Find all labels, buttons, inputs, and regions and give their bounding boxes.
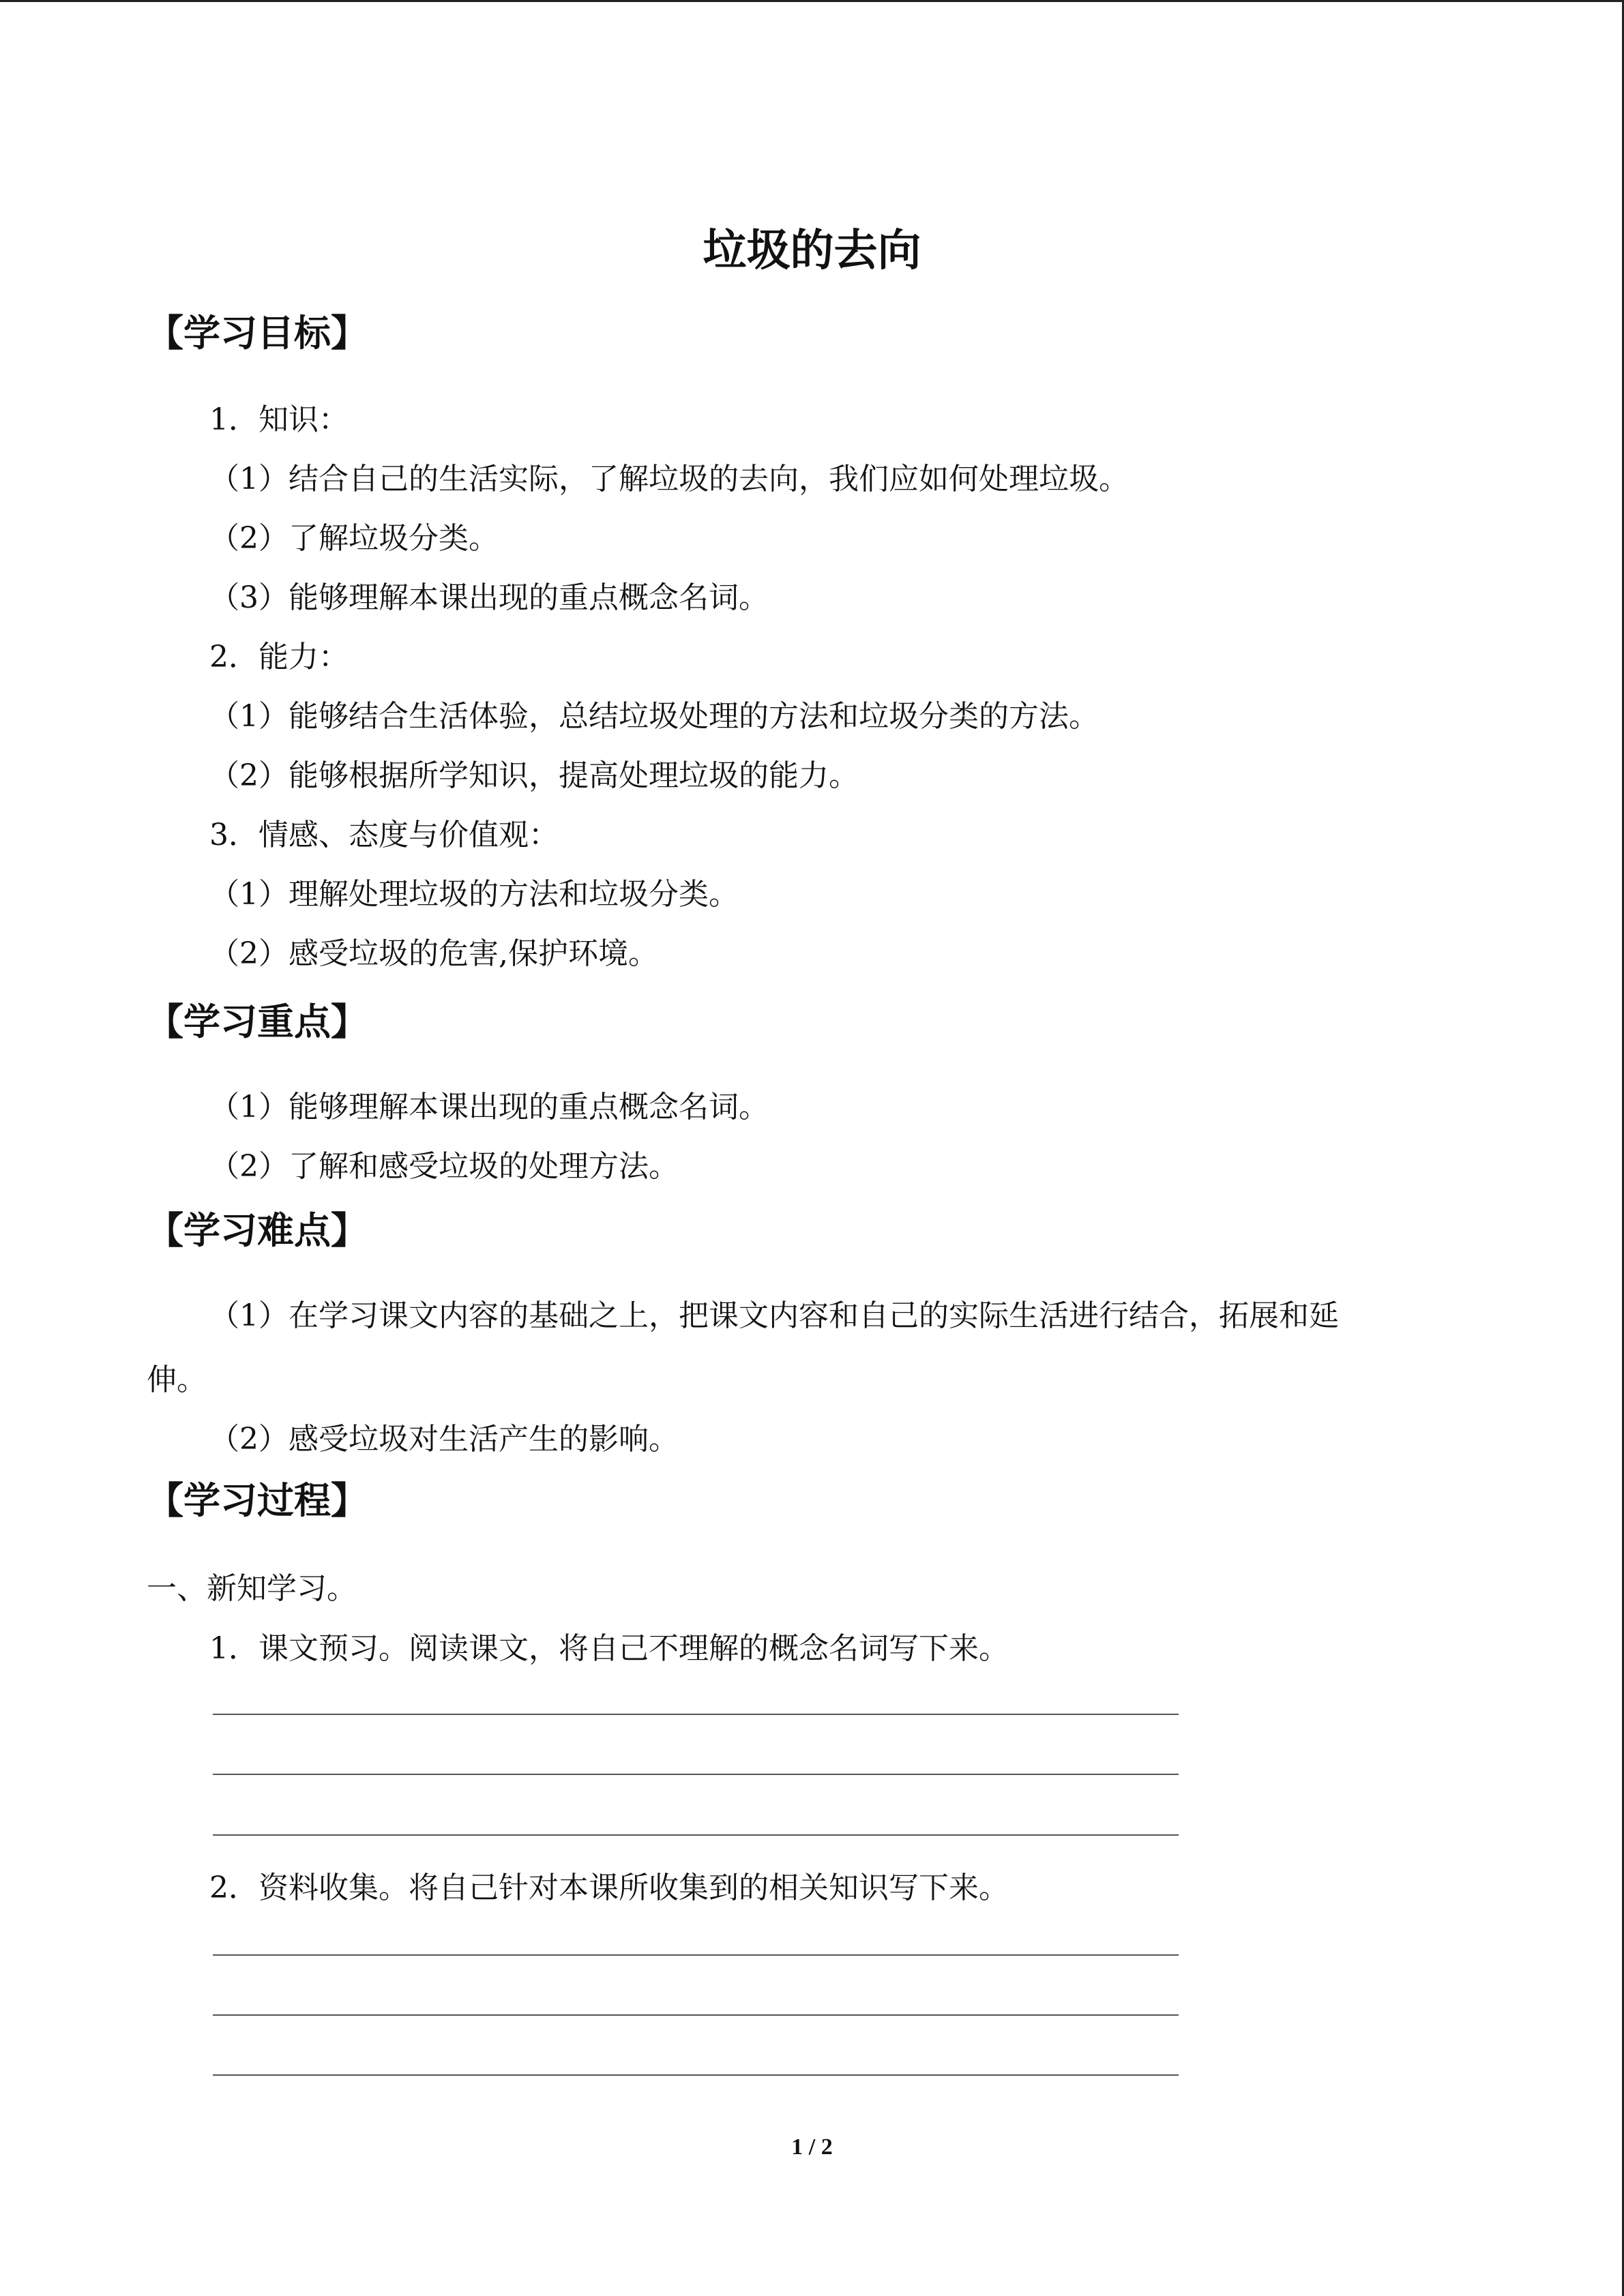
answer-line[interactable]: [213, 2074, 1179, 2076]
objective-line-7: （2）能够根据所学知识，提高处理垃圾的能力。: [209, 758, 859, 793]
process-task-1: 1．课文预习。阅读课文，将自己不理解的概念名词写下来。: [209, 1631, 1009, 1666]
key-point-line-2: （2）了解和感受垃圾的处理方法。: [209, 1149, 679, 1184]
answer-line[interactable]: [213, 1714, 1179, 1715]
key-point-line-1: （1）能够理解本课出现的重点概念名词。: [209, 1090, 769, 1124]
objective-line-3: （2）了解垃圾分类。: [209, 521, 499, 556]
objective-line-6: （1）能够结合生活体验，总结垃圾处理的方法和垃圾分类的方法。: [209, 699, 1099, 734]
answer-line[interactable]: [213, 1774, 1179, 1775]
objective-line-5: 2．能力：: [209, 640, 349, 674]
process-part-1: 一、新知学习。: [147, 1571, 357, 1606]
page-title: 垃圾的去向: [703, 226, 921, 276]
process-heading: 【学习过程】: [147, 1479, 368, 1522]
answer-line[interactable]: [213, 1954, 1179, 1956]
answer-line[interactable]: [213, 1834, 1179, 1836]
objective-line-10: （2）感受垃圾的危害,保护环境。: [209, 936, 658, 971]
page-number: 1 / 2: [791, 2134, 833, 2160]
difficulty-line-2: （2）感受垃圾对生活产生的影响。: [209, 1422, 679, 1457]
answer-line[interactable]: [213, 2014, 1179, 2016]
objectives-heading: 【学习目标】: [147, 312, 368, 355]
objective-line-9: （1）理解处理垃圾的方法和垃圾分类。: [209, 877, 739, 912]
difficulty-line-1: （1）在学习课文内容的基础之上，把课文内容和自己的实际生活进行结合，拓展和延: [209, 1298, 1339, 1333]
difficulties-heading: 【学习难点】: [147, 1209, 368, 1252]
key-points-heading: 【学习重点】: [147, 1000, 368, 1043]
objective-line-2: （1）结合自己的生活实际，了解垃圾的去向，我们应如何处理垃圾。: [209, 462, 1129, 496]
page-border-top: [0, 0, 1624, 2]
objective-line-1: 1．知识：: [209, 402, 349, 437]
objective-line-4: （3）能够理解本课出现的重点概念名词。: [209, 580, 769, 615]
objective-line-8: 3．情感、态度与价值观：: [209, 818, 559, 852]
process-task-2: 2．资料收集。将自己针对本课所收集到的相关知识写下来。: [209, 1870, 1009, 1905]
difficulty-line-1-cont: 伸。: [147, 1362, 207, 1397]
